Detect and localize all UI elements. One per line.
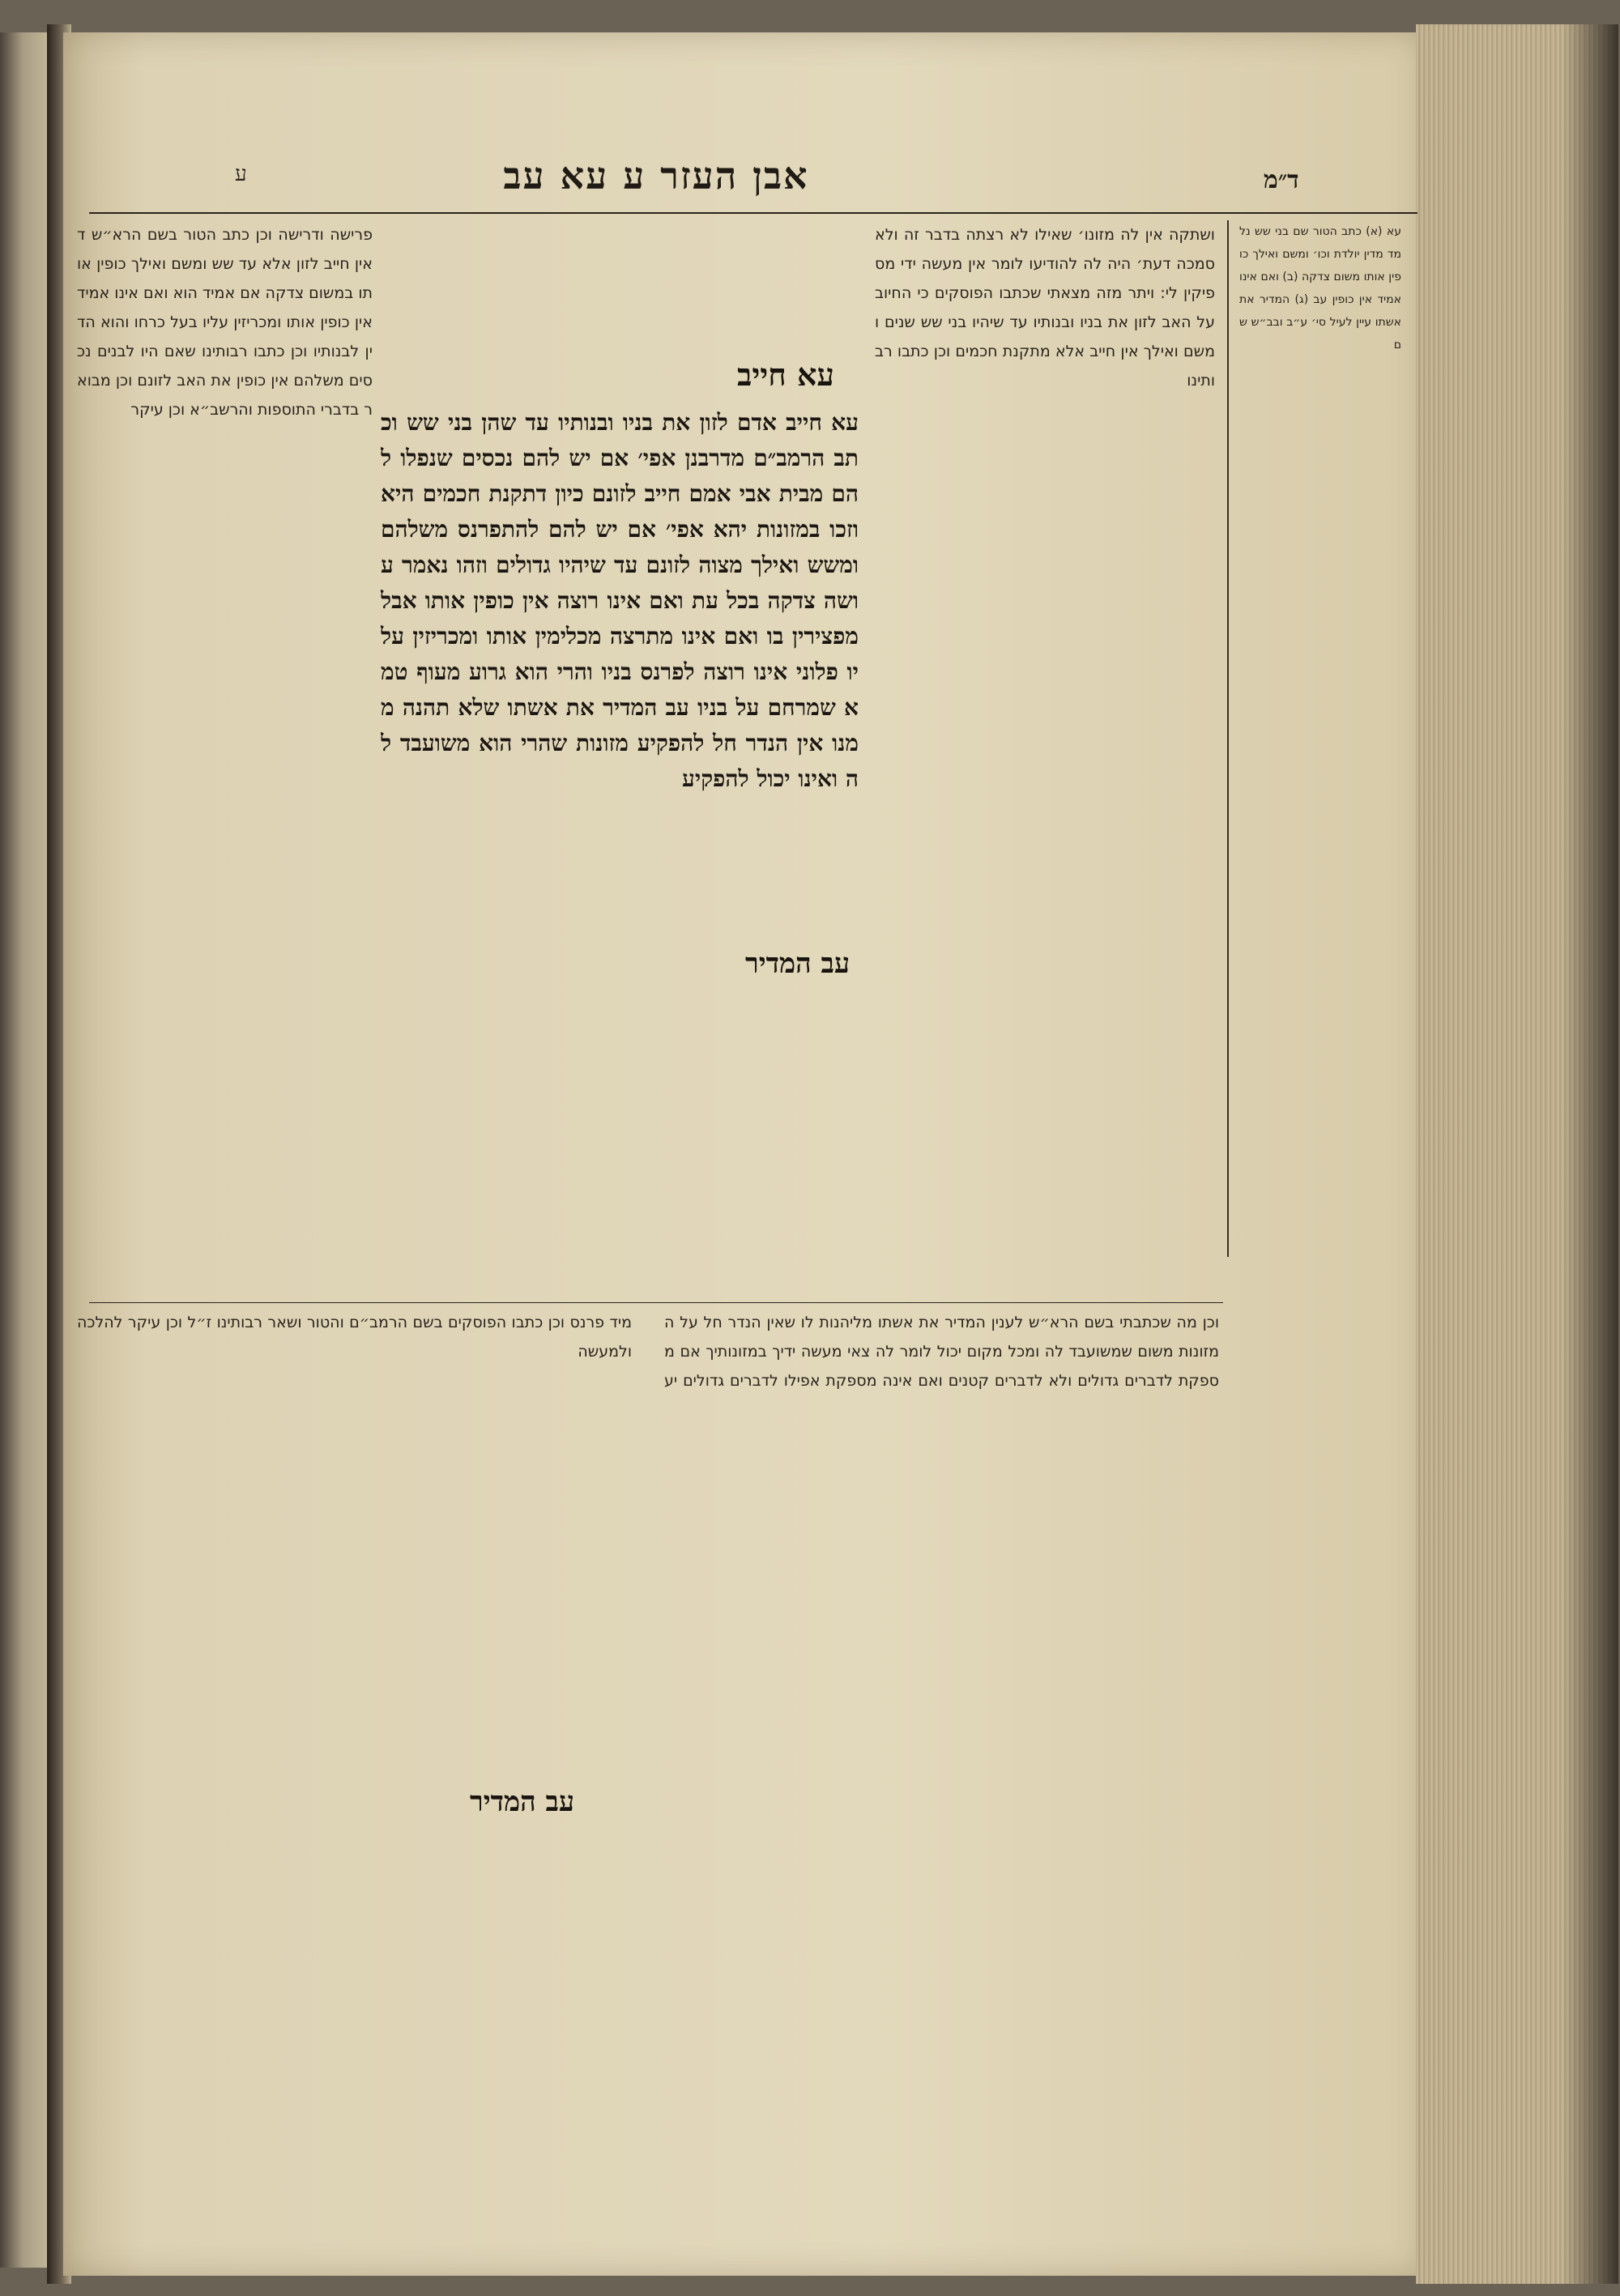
siman-71-heading: עא חייב bbox=[737, 356, 834, 393]
section-rule bbox=[89, 1302, 1223, 1303]
siman-72-heading: עב המדיר bbox=[745, 948, 850, 980]
folio: ד״מ bbox=[1264, 166, 1299, 194]
page-block-edge bbox=[1416, 24, 1618, 2284]
lower-commentary: וכן מה שכתבתי בשם הרא״ש לענין המדיר את אשתו מליהנות לו שאין הנדר חל על המזונות משום שמשועבד לה ומכל מקום יכול לומר לה צאי מעשה ידיך במזונותיך אם מספקת לדברים גדולים ולא לדברים קטנים ואם אינה מספקת אפילו לדברים גדולים יעמיד פרנס וכן כתבו הפוסקים בשם הרמב״ם והטור ושאר רבותינו ז״ל וכן עיקר להלכה ולמעשה bbox=[77, 1314, 1219, 1390]
column-divider bbox=[1227, 220, 1229, 1257]
header-rule bbox=[89, 212, 1418, 214]
margin-glosses: עא (א) כתב הטור שם בני שש נלמד מדין יולדת וכו׳ ומשם ואילך כופין אותו משום צדקה (ב) ואם אינו אמיד אין כופין עב (ג) המדיר את אשתו עיין לעיל סי׳ ע״ב ובב״ש שם bbox=[1239, 225, 1401, 351]
left-commentary: פרישה ודרישה וכן כתב הטור בשם הרא״ש דאין חייב לזון אלא עד שש ומשם ואילך כופין אותו במשום צדקה אם אמיד הוא ואם אינו אמיד אין כופין אותו ומכריזין עליו בעל כרחו והוא הדין לבנותיו וכן כתבו רבותינו שאם היו לבנים נכסים משלהם אין כופין את האב לזונם וכן מבואר בדברי התוספות והרשב״א וכן עיקר bbox=[77, 226, 373, 419]
running-head: אבן העזר ע עא עב bbox=[503, 154, 809, 198]
margin-marker: ע bbox=[235, 162, 247, 186]
main-text: עא חייב אדם לזון את בניו ובנותיו עד שהן בני שש וכתב הרמב״ם מדרבנן אפי׳ אם יש להם נכסים שנפלו להם מבית אבי אמם חייב לזונם כיון דתקנת חכמים היא וזכו במזונות יהא אפי׳ אם יש להם להתפרנס משלהם ומשש ואילך מצוה לזונם עד שיהיו גדולים וזהו נאמר עושה צדקה בכל עת ואם אינו רוצה אין כופין אותו אבל מפצירין בו ואם אינו מתרצה מכלימין אותו ומכריזין עליו פלוני אינו רוצה לפרנס בניו והרי הוא גרוע מעוף טמא שמרחם על בניו עב המדיר את אשתו שלא תהנה ממנו אין הנדר חל להפקיע מזונות שהרי הוא משועבד לה ואינו יכול להפקיע bbox=[381, 409, 859, 792]
siman-72-lower-heading: עב המדיר bbox=[470, 1786, 575, 1818]
right-commentary: ושתקה אין לה מזונו׳ שאילו לא רצתה בדבר זה ולא סמכה דעת׳ היה לה להודיעו לומר אין מעשה ידי מספיקין לי: ויתר מזה מצאתי שכתבו הפוסקים כי החיוב על האב לזון את בניו ובנותיו עד שיהיו בני שש שנים ומשם ואילך אין חייב אלא מתקנת חכמים וכן כתבו רבותינו bbox=[875, 226, 1215, 390]
